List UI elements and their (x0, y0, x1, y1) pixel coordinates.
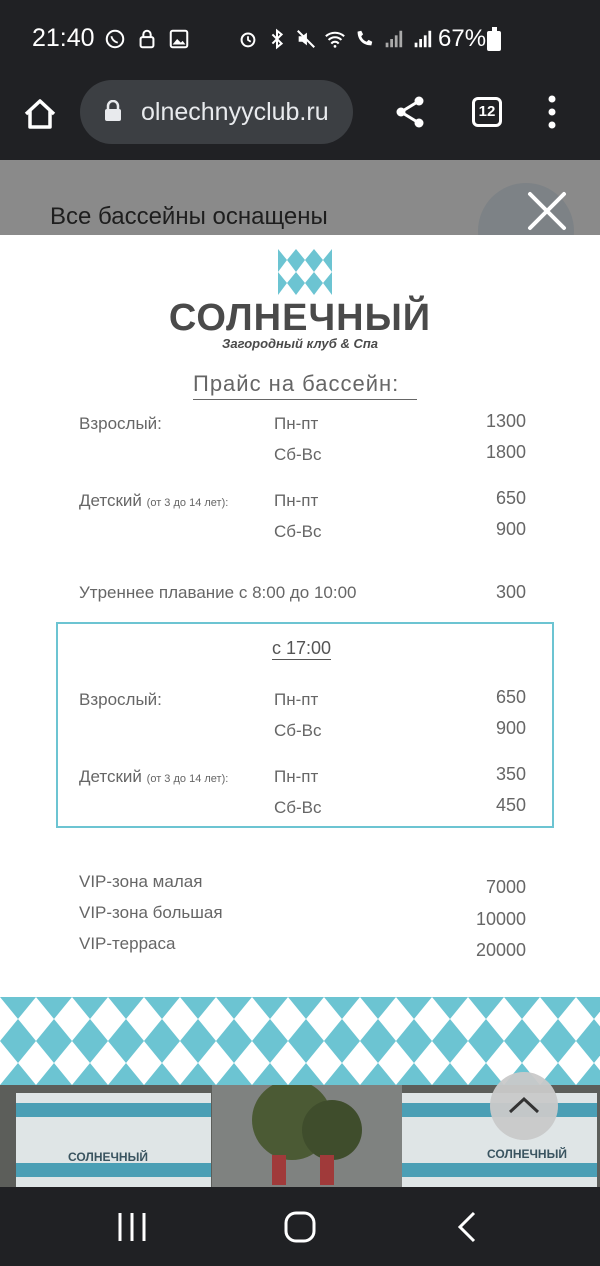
back-icon[interactable] (448, 1207, 488, 1247)
home-icon[interactable] (20, 94, 60, 134)
decorative-triangle-pattern (0, 997, 600, 1085)
wifi-call-icon (353, 28, 375, 50)
home-nav-icon[interactable] (280, 1207, 320, 1247)
status-bar (0, 0, 600, 80)
alarm-icon (237, 28, 259, 50)
share-icon[interactable] (394, 94, 426, 130)
more-menu-icon[interactable] (546, 94, 558, 130)
child-weekend-price: 900 (495, 519, 526, 539)
towel-brand-text: СОЛНЕЧНЫЙ (487, 1147, 567, 1161)
child-label-text: Детский (79, 767, 142, 786)
address-bar[interactable] (80, 80, 353, 144)
recent-apps-icon[interactable] (112, 1207, 152, 1247)
vip-label: VIP-зона большая (79, 903, 223, 922)
child-weekday-price: 650 (495, 488, 526, 508)
towel-image (16, 1093, 211, 1187)
status-time: 21:40 (32, 24, 95, 52)
brand-name: СОЛНЕЧНЫЙ (168, 297, 432, 339)
gallery-icon (168, 28, 190, 50)
wifi-icon (324, 28, 346, 50)
child-label (79, 491, 228, 511)
bluetooth-icon (266, 28, 288, 50)
child-label-text: Детский (79, 491, 142, 510)
adult-weekend-price: 1800 (485, 442, 526, 462)
battery-percent: 67% (438, 25, 487, 52)
adult-label: Взрослый: (79, 690, 162, 709)
background-text: Все бассейны оснащены (50, 203, 328, 230)
notification-icons (104, 28, 190, 50)
price-title: Прайс на бассейн: (193, 371, 417, 400)
lock-icon (104, 100, 122, 122)
weekend-label: Сб-Вс (274, 522, 322, 541)
weekday-label: Пн-пт (274, 690, 319, 709)
child-age: (от 3 до 14 лет): (146, 497, 229, 509)
brand-subtitle: Загородный клуб & Спа (222, 336, 378, 351)
morning-label: Утреннее плавание с 8:00 до 10:00 (79, 583, 357, 602)
evening-adult-weekday-price: 650 (495, 687, 526, 707)
price-modal (0, 235, 600, 1085)
vip-price: 20000 (475, 940, 526, 960)
tab-switcher-button[interactable]: 12 (472, 97, 502, 127)
morning-price: 300 (495, 582, 526, 602)
weekday-label: Пн-пт (274, 491, 319, 510)
url-text: olnechnyyclub.ru (141, 98, 329, 126)
lock-icon (136, 28, 158, 50)
battery-icon (487, 31, 501, 51)
vip-label: VIP-терраса (79, 934, 176, 953)
weekend-label: Сб-Вс (274, 445, 322, 464)
adult-weekday-price: 1300 (485, 411, 526, 431)
signal-icon (382, 28, 404, 50)
tree-image (212, 1085, 402, 1187)
android-nav-bar (0, 1187, 600, 1266)
adult-label: Взрослый: (79, 414, 162, 433)
child-age: (от 3 до 14 лет): (146, 773, 229, 785)
evening-adult-weekend-price: 900 (495, 718, 526, 738)
weekday-label: Пн-пт (274, 767, 319, 786)
vip-price: 7000 (485, 877, 526, 897)
mute-icon (295, 28, 317, 50)
browser-toolbar (0, 80, 600, 160)
whatsapp-icon (104, 28, 126, 50)
evening-prices-box (56, 622, 554, 828)
weekend-label: Сб-Вс (274, 798, 322, 817)
weekday-label: Пн-пт (274, 414, 319, 433)
vip-price: 10000 (475, 909, 526, 929)
towel-brand-text: СОЛНЕЧНЫЙ (68, 1150, 148, 1164)
scroll-top-button[interactable] (490, 1072, 558, 1140)
vip-label: VIP-зона малая (79, 872, 203, 891)
system-icons (237, 28, 433, 50)
evening-child-weekday-price: 350 (495, 764, 526, 784)
signal-2-icon (411, 28, 433, 50)
evening-child-weekend-price: 450 (495, 795, 526, 815)
close-icon[interactable] (526, 190, 568, 232)
child-label (79, 767, 228, 787)
evening-title: с 17:00 (272, 638, 332, 658)
logo-triangles-icon (278, 249, 332, 295)
weekend-label: Сб-Вс (274, 721, 322, 740)
